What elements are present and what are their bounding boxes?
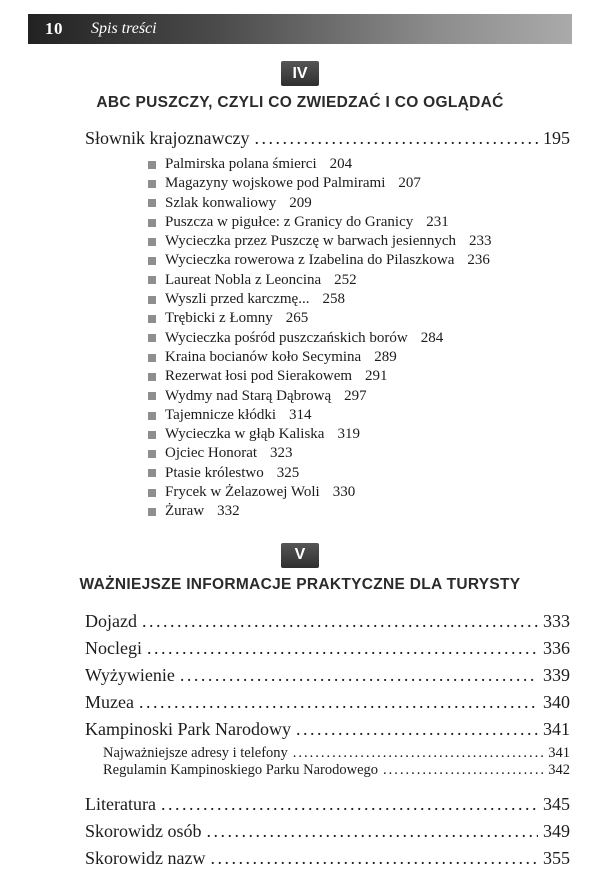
toc-subentry-page: 323 xyxy=(270,445,293,462)
dot-leader xyxy=(254,127,538,149)
toc-subentry xyxy=(148,425,570,444)
toc-subentry xyxy=(148,444,570,463)
square-bullet-icon xyxy=(148,373,156,381)
toc-subentry xyxy=(148,406,570,425)
toc-subentry-label: Palmirska polana śmierci xyxy=(165,156,317,172)
section-v-content xyxy=(85,610,570,869)
square-bullet-icon xyxy=(148,296,156,304)
running-head-title: Spis treści xyxy=(91,20,157,37)
toc-entry-noclegi xyxy=(85,637,570,659)
toc-subentry-label: Kraina bocianów koło Secymina xyxy=(165,348,362,365)
dot-leader xyxy=(180,664,538,686)
toc-subentry xyxy=(148,213,570,232)
toc-subentry-label: Laureat Nobla z Leoncina xyxy=(165,271,322,288)
toc-subentry-regulamin xyxy=(103,762,570,779)
toc-subentry xyxy=(148,174,570,193)
toc-subentry-label: Trębicki z Łomny xyxy=(165,310,273,327)
toc-subentry-label: Żuraw xyxy=(165,503,205,520)
toc-subentry-page: 332 xyxy=(217,503,240,520)
toc-subentry-label: Wycieczka przez Puszczę w barwach jesiennych xyxy=(165,233,457,250)
spacer xyxy=(85,780,570,793)
square-bullet-icon xyxy=(148,238,156,246)
toc-subentry xyxy=(148,194,570,213)
square-bullet-icon xyxy=(148,412,156,420)
toc-subentry-label: Wydmy nad Starą Dąbrową xyxy=(165,387,332,404)
toc-subentry-label: Tajemnicze kłódki xyxy=(165,406,276,423)
toc-subentry-label: Magazyny wojskowe pod Palmirami xyxy=(165,175,386,192)
square-bullet-icon xyxy=(148,161,156,169)
square-bullet-icon xyxy=(148,431,156,439)
toc-subentry-label: Regulamin Kampinoskiego Parku Narodowego xyxy=(103,762,379,779)
square-bullet-icon xyxy=(148,334,156,342)
square-bullet-icon xyxy=(148,180,156,188)
toc-entry-skorowidz-nazw xyxy=(85,847,570,869)
section-iv-title: ABC PUSZCZY, CZYLI CO ZWIEDZAĆ I CO OGLĄDAĆ xyxy=(96,94,504,111)
square-bullet-icon xyxy=(148,469,156,477)
page-number: 10 xyxy=(45,19,63,38)
square-bullet-icon xyxy=(148,219,156,227)
dot-leader xyxy=(207,820,539,842)
toc-entry-label: Słownik krajoznawczy xyxy=(85,128,250,148)
toc-subentry-page: 258 xyxy=(322,291,345,308)
toc-subentry xyxy=(148,329,570,348)
dot-leader xyxy=(383,762,543,779)
toc-subentry-label: Rezerwat łosi pod Sierakowem xyxy=(165,368,353,385)
toc-entry-muzea xyxy=(85,691,570,713)
toc-subentry-page: 209 xyxy=(289,194,312,211)
dot-leader xyxy=(142,610,538,632)
toc-subentry xyxy=(148,464,570,483)
dot-leader xyxy=(296,718,538,740)
section-iv-badge: IV xyxy=(281,61,319,86)
square-bullet-icon xyxy=(148,315,156,323)
toc-entry-label: Skorowidz osób xyxy=(85,820,202,841)
toc-entry-page: 345 xyxy=(543,793,570,814)
toc-entry-dojazd xyxy=(85,610,570,632)
toc-entry-label: Muzea xyxy=(85,691,134,712)
toc-entry-skorowidz-osob xyxy=(85,820,570,842)
dot-leader xyxy=(139,691,538,713)
toc-subentry-label: Frycek w Żelazowej Woli xyxy=(165,484,320,501)
toc-subentry-page: 233 xyxy=(469,233,492,250)
section-iv xyxy=(0,61,600,522)
toc-entry-label: Literatura xyxy=(85,793,156,814)
toc-subentry xyxy=(148,367,570,386)
section-iv-bullet-list xyxy=(148,155,570,522)
toc-subentry-page: 204 xyxy=(329,156,353,172)
toc-subentry-page: 325 xyxy=(276,464,300,481)
toc-subentry xyxy=(148,290,570,309)
toc-entry-literatura xyxy=(85,793,570,815)
toc-subentry-page: 342 xyxy=(548,762,570,779)
toc-subentry-label: Puszcza w pigułce: z Granicy do Granicy xyxy=(165,213,414,230)
toc-entry-wyzywienie xyxy=(85,664,570,686)
toc-subentry-adresy xyxy=(103,745,570,762)
toc-entry-page: 340 xyxy=(543,691,570,712)
toc-entry-slownik xyxy=(85,127,570,149)
toc-entry-label: Noclegi xyxy=(85,637,142,658)
toc-subentry-page: 291 xyxy=(365,368,388,385)
square-bullet-icon xyxy=(148,392,156,400)
toc-subentry-label: Wycieczka rowerowa z Izabelina do Pilaszkowa xyxy=(165,252,455,269)
toc-subentry-label: Wycieczka pośród puszczańskich borów xyxy=(165,329,408,346)
square-bullet-icon xyxy=(148,508,156,516)
toc-entry-label: Skorowidz nazw xyxy=(85,847,206,868)
toc-subentry-label: Najważniejsze adresy i telefony xyxy=(103,744,288,761)
dot-leader xyxy=(210,847,538,869)
toc-entry-kampinoski-park xyxy=(85,718,570,740)
toc-subentry-page: 231 xyxy=(426,213,449,230)
toc-entry-label: Dojazd xyxy=(85,610,137,631)
square-bullet-icon xyxy=(148,199,156,207)
toc-subentry xyxy=(148,155,570,174)
toc-entry-label: Kampinoski Park Narodowy xyxy=(85,718,291,739)
toc-subentry xyxy=(148,502,570,521)
toc-subentry-page: 236 xyxy=(467,252,490,269)
section-v-badge: V xyxy=(281,543,319,568)
toc-entry-page: 341 xyxy=(543,718,570,739)
section-iv-content xyxy=(85,127,570,149)
toc-subentry-page: 284 xyxy=(420,329,444,346)
toc-subentry-page: 319 xyxy=(337,426,360,443)
toc-subentry-page: 252 xyxy=(334,271,357,288)
square-bullet-icon xyxy=(148,257,156,265)
toc-subentry-label: Ojciec Honorat xyxy=(165,445,258,462)
toc-entry-label: Wyżywienie xyxy=(85,664,175,685)
dot-leader xyxy=(147,637,538,659)
toc-entry-page: 355 xyxy=(543,847,570,868)
section-v xyxy=(0,543,600,869)
toc-entry-page: 336 xyxy=(543,637,570,658)
toc-subentry-page: 265 xyxy=(285,310,309,327)
toc-subentry-label: Szlak konwaliowy xyxy=(165,194,277,211)
square-bullet-icon xyxy=(148,354,156,362)
toc-subentry-label: Ptasie królestwo xyxy=(165,464,264,481)
toc-subentry xyxy=(148,387,570,406)
toc-entry-page: 349 xyxy=(543,820,570,841)
section-v-title: WAŻNIEJSZE INFORMACJE PRAKTYCZNE DLA TURYSTY xyxy=(79,575,521,593)
toc-subentry-label: Wycieczka w głąb Kaliska xyxy=(165,426,325,443)
toc-subentry-page: 341 xyxy=(548,744,570,761)
toc-entry-page: 339 xyxy=(543,664,570,685)
dot-leader xyxy=(161,793,538,815)
toc-subentry xyxy=(148,309,570,328)
toc-subentry-page: 297 xyxy=(344,387,367,404)
toc-subentry xyxy=(148,251,570,270)
dot-leader xyxy=(293,745,543,762)
toc-subentry xyxy=(148,232,570,251)
square-bullet-icon xyxy=(148,489,156,497)
toc-subentry-page: 289 xyxy=(374,348,397,365)
square-bullet-icon xyxy=(148,276,156,284)
toc-subentry-page: 314 xyxy=(289,406,312,423)
toc-subentry xyxy=(148,483,570,502)
square-bullet-icon xyxy=(148,450,156,458)
toc-entry-page: 195 xyxy=(543,128,570,148)
toc-subentry-page: 207 xyxy=(398,175,421,192)
toc-subentry-label: Wyszli przed karczmę... xyxy=(165,291,310,308)
toc-entry-page: 333 xyxy=(543,610,570,631)
toc-subentry xyxy=(148,348,570,367)
toc-subentry xyxy=(148,271,570,290)
running-head-bar xyxy=(28,14,572,44)
toc-subentry-page: 330 xyxy=(332,484,356,501)
